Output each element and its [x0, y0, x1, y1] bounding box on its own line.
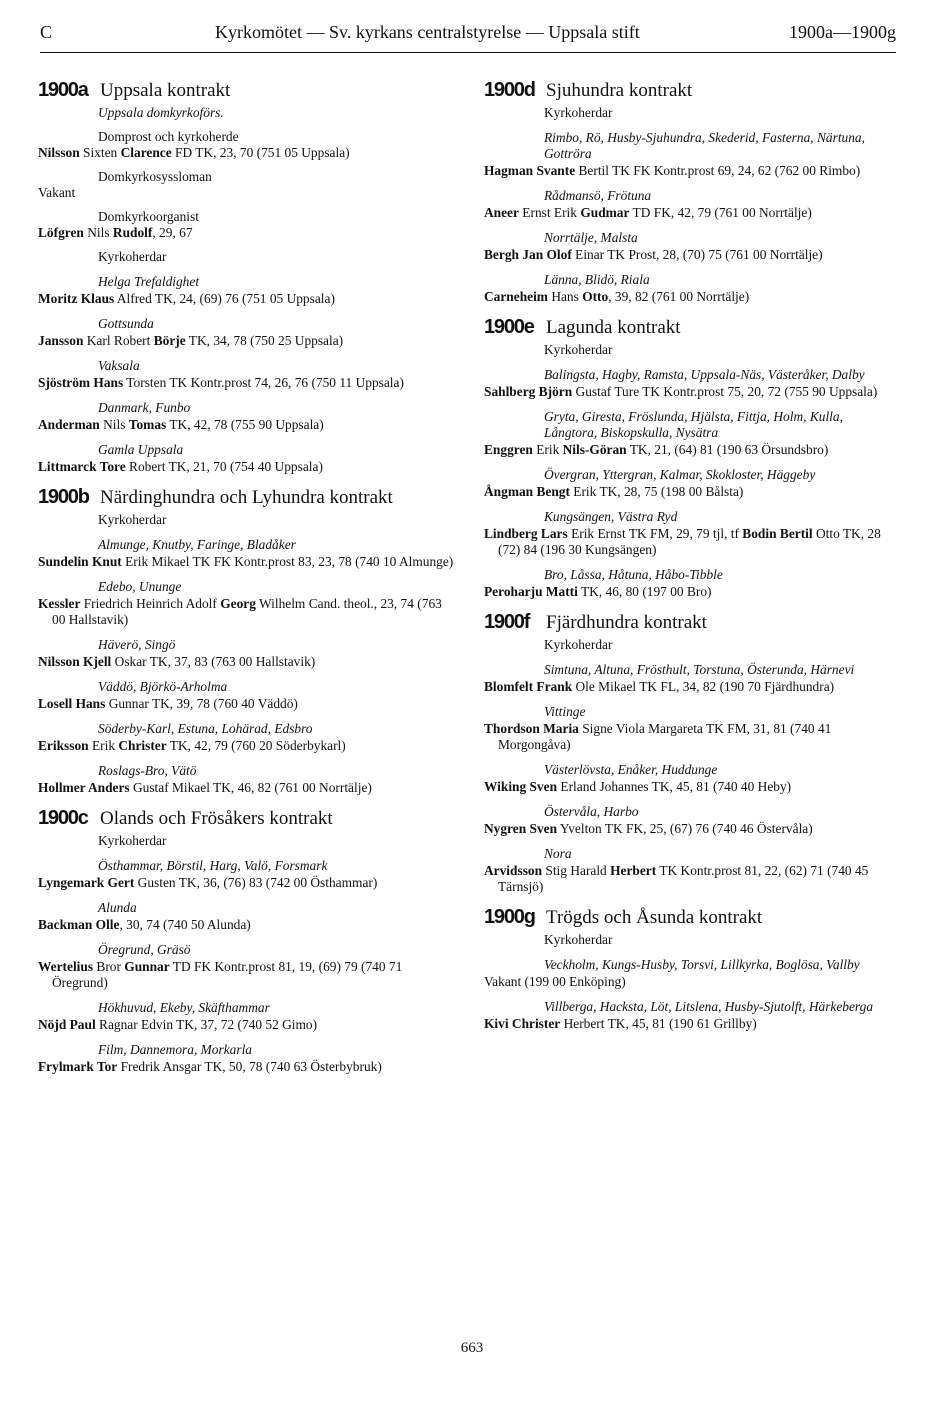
- surname: Nilsson Kjell: [38, 654, 112, 669]
- person-entry: [38, 780, 456, 796]
- person-entry: [38, 738, 456, 754]
- surname: Littmarck Tore: [38, 459, 126, 474]
- person-entry: [484, 442, 898, 458]
- entry-group: [38, 400, 456, 433]
- section-title: Sjuhundra kontrakt: [546, 80, 693, 101]
- entry-group: [38, 579, 456, 628]
- section-title: Närdinghundra och Lyhundra kontrakt: [100, 487, 393, 508]
- left-column: [38, 78, 456, 1085]
- entry-text: Nils: [83, 225, 113, 240]
- person-entry: [484, 821, 898, 837]
- entry-group: [38, 537, 456, 570]
- section-heading: [38, 485, 456, 510]
- surname: Ångman Bengt: [484, 484, 570, 499]
- person-entry: [38, 185, 456, 201]
- entry-rest: TK Kontr.prost 81, 22, (62) 71 (740 45 Tärnsjö): [498, 863, 869, 894]
- parish-list: Helga Trefaldighet: [98, 274, 200, 289]
- section-code: 1900c: [38, 807, 88, 829]
- parish-list: Östhammar, Börstil, Harg, Valö, Forsmark: [98, 858, 328, 873]
- entry-group: [484, 342, 898, 358]
- surname: Aneer: [484, 205, 519, 220]
- surname: Hagman Svante: [484, 163, 576, 178]
- entry-group: [484, 957, 898, 990]
- person-entry: [38, 917, 456, 933]
- person-entry: [38, 654, 456, 670]
- entry-text: Torsten TK Kontr.prost 74, 26, 76 (750 11 Uppsala): [123, 375, 404, 390]
- section-code: 1900a: [38, 79, 88, 101]
- entry-text: Erik Mikael TK FK Kontr.prost 83, 23, 78 (740 10 Almunge): [121, 554, 454, 569]
- surname: Wertelius: [38, 959, 94, 974]
- entry-group: [38, 637, 456, 670]
- entry-text: Bertil TK FK Kontr.prost 69, 24, 62 (762 00 Rimbo): [575, 163, 861, 178]
- person-entry: [484, 289, 898, 305]
- entry-group: [484, 932, 898, 948]
- surname: Lyngemark Gert: [38, 875, 135, 890]
- callname: Nils-Göran: [562, 442, 627, 457]
- surname: Losell Hans: [38, 696, 106, 711]
- surname: Moritz Klaus: [38, 291, 115, 306]
- surname: Kessler: [38, 596, 81, 611]
- person-entry: [484, 163, 898, 179]
- entry-text: Herbert TK, 45, 81 (190 61 Grillby): [560, 1016, 757, 1031]
- entry-rest: , 29, 67: [152, 225, 193, 240]
- parish-list: Film, Dannemora, Morkarla: [98, 1042, 252, 1057]
- header-letter: C: [40, 22, 53, 42]
- parish-list: Bro, Låssa, Håtuna, Håbo-Tibble: [544, 567, 723, 582]
- entry-group: [484, 105, 898, 121]
- parish-list: Kungsängen, Västra Ryd: [544, 509, 678, 524]
- callname: Christer: [118, 738, 167, 753]
- person-entry: [38, 1017, 456, 1033]
- entry-text: Ole Mikael TK FL, 34, 82 (190 70 Fjärdhundra): [572, 679, 835, 694]
- surname: Peroharju Matti: [484, 584, 578, 599]
- entry-text: Gusten TK, 36, (76) 83 (742 00 Östhammar): [134, 875, 378, 890]
- person-entry: [484, 484, 898, 500]
- person-entry: [484, 526, 898, 558]
- person-entry: [38, 333, 456, 349]
- entry-text: Oskar TK, 37, 83 (763 00 Hallstavik): [111, 654, 316, 669]
- person-entry: [484, 679, 898, 695]
- person-entry: [484, 779, 898, 795]
- header-title: Kyrkomötet — Sv. kyrkans centralstyrelse — Uppsala stift: [215, 22, 640, 42]
- section-title: Uppsala kontrakt: [100, 80, 231, 101]
- parish-list: Vaksala: [98, 358, 140, 373]
- entry-group: [38, 512, 456, 528]
- entry-text: Erik: [532, 442, 563, 457]
- surname: Eriksson: [38, 738, 89, 753]
- entry-rest: TK, 21, (64) 81 (190 63 Örsundsbro): [626, 442, 829, 457]
- parish-list: Gryta, Giresta, Fröslunda, Hjälsta, Fittja, Holm, Kulla, Långtora, Biskopskulla, Nysätra: [544, 409, 843, 440]
- person-entry: [38, 696, 456, 712]
- person-entry: [484, 584, 898, 600]
- entry-group: [484, 367, 898, 400]
- header-range: 1900a—1900g: [789, 22, 896, 42]
- entry-group: [484, 230, 898, 263]
- entry-group: [38, 442, 456, 475]
- section-heading: [38, 806, 456, 831]
- callname: Rudolf: [112, 225, 153, 240]
- person-entry: [38, 145, 456, 161]
- header-rule: [40, 52, 896, 53]
- role-label: Kyrkoherdar: [98, 249, 167, 264]
- parish-list: Roslags-Bro, Vätö: [98, 763, 197, 778]
- entry-group: [38, 105, 456, 121]
- entry-text: Gustaf Ture TK Kontr.prost 75, 20, 72 (755 90 Uppsala): [572, 384, 878, 399]
- contract-section: [484, 905, 898, 1032]
- parish-list: Norrtälje, Malsta: [544, 230, 638, 245]
- section-title: Trögds och Åsunda kontrakt: [546, 907, 763, 928]
- parish-list: Balingsta, Hagby, Ramsta, Uppsala-Näs, Västeråker, Dalby: [544, 367, 865, 382]
- entry-text: Bror: [93, 959, 125, 974]
- entry-group: [484, 804, 898, 837]
- parish-list: Övergran, Yttergran, Kalmar, Skokloster, Häggeby: [544, 467, 816, 482]
- entry-group: [484, 637, 898, 653]
- entry-group: [38, 763, 456, 796]
- section-heading: [484, 315, 898, 340]
- entry-group: [484, 467, 898, 500]
- entry-text: Vakant (199 00 Enköping): [484, 974, 626, 989]
- entry-rest: TK, 34, 78 (750 25 Uppsala): [185, 333, 344, 348]
- entry-text: Friedrich Heinrich Adolf: [80, 596, 221, 611]
- entry-text: Ragnar Edvin TK, 37, 72 (740 52 Gimo): [95, 1017, 318, 1032]
- surname: Bergh Jan Olof: [484, 247, 572, 262]
- entry-text: Fredrik Ansgar TK, 50, 78 (740 63 Österbybruk): [117, 1059, 382, 1074]
- entry-group: [484, 409, 898, 458]
- entry-group: [38, 358, 456, 391]
- entry-group: [38, 129, 456, 161]
- surname: Frylmark Tor: [38, 1059, 118, 1074]
- entry-text: Sixten: [79, 145, 121, 160]
- parish-list: Villberga, Hacksta, Löt, Litslena, Husby-Sjutolft, Härkeberga: [544, 999, 874, 1014]
- contract-section: [484, 78, 898, 305]
- surname: Hollmer Anders: [38, 780, 130, 795]
- entry-group: [484, 567, 898, 600]
- parish-list: Öregrund, Gräsö: [98, 942, 191, 957]
- section-code: 1900b: [38, 486, 89, 508]
- entry-text: Nils: [99, 417, 129, 432]
- surname: Sundelin Knut: [38, 554, 122, 569]
- section-code: 1900e: [484, 316, 534, 338]
- entry-group: [38, 900, 456, 933]
- role-label: Kyrkoherdar: [544, 105, 613, 120]
- section-code: 1900f: [484, 611, 530, 633]
- entry-group: [484, 130, 898, 179]
- person-entry: [484, 1016, 898, 1032]
- callname: Bodin Bertil: [742, 526, 813, 541]
- callname: Gunnar: [124, 959, 170, 974]
- section-code: 1900g: [484, 906, 535, 928]
- section-heading: [38, 78, 456, 103]
- right-column: [484, 78, 898, 1042]
- person-entry: [38, 417, 456, 433]
- entry-text: Vakant: [38, 185, 76, 200]
- contract-section: [38, 78, 456, 475]
- parish-list: Gamla Uppsala: [98, 442, 184, 457]
- parish-list: Vittinge: [544, 704, 586, 719]
- person-entry: [38, 959, 456, 991]
- callname: Herbert: [610, 863, 657, 878]
- entry-text: Stig Harald: [542, 863, 611, 878]
- parish-list: Västerlövsta, Enåker, Huddunge: [544, 762, 718, 777]
- parish-list: Häverö, Singö: [98, 637, 176, 652]
- person-entry: [484, 384, 898, 400]
- entry-text: Alfred TK, 24, (69) 76 (751 05 Uppsala): [114, 291, 335, 306]
- person-entry: [484, 247, 898, 263]
- entry-group: [484, 662, 898, 695]
- entry-rest: FD TK, 23, 70 (751 05 Uppsala): [171, 145, 350, 160]
- role-label: Domprost och kyrkoherde: [98, 129, 239, 144]
- parish-list: Länna, Blidö, Riala: [544, 272, 650, 287]
- entry-group: [38, 249, 456, 265]
- entry-rest: TK, 42, 78 (755 90 Uppsala): [166, 417, 324, 432]
- section-title: Olands och Frösåkers kontrakt: [100, 808, 333, 829]
- parish-list: Väddö, Björkö-Arholma: [98, 679, 228, 694]
- entry-group: [484, 272, 898, 305]
- person-entry: [38, 291, 456, 307]
- page-number: 663: [460, 1340, 484, 1356]
- entry-group: [38, 1000, 456, 1033]
- surname: Thordson Maria: [484, 721, 579, 736]
- callname: Clarence: [120, 145, 172, 160]
- surname: Nöjd Paul: [38, 1017, 96, 1032]
- entry-text: Gustaf Mikael TK, 46, 82 (761 00 Norrtälje): [129, 780, 372, 795]
- entry-text: Robert TK, 21, 70 (754 40 Uppsala): [125, 459, 323, 474]
- entry-group: [484, 999, 898, 1032]
- contract-section: [38, 485, 456, 796]
- surname: Kivi Christer: [484, 1016, 561, 1031]
- parish-list: Edebo, Ununge: [98, 579, 182, 594]
- person-entry: [38, 225, 456, 241]
- entry-text: Einar TK Prost, 28, (70) 75 (761 00 Norrtälje): [571, 247, 823, 262]
- entry-text: TK, 46, 80 (197 00 Bro): [577, 584, 712, 599]
- surname: Lindberg Lars: [484, 526, 568, 541]
- parish-list: Uppsala domkyrkoförs.: [98, 105, 224, 120]
- parish-list: Simtuna, Altuna, Frösthult, Torstuna, Österunda, Härnevi: [544, 662, 855, 677]
- entry-text: Erland Johannes TK, 45, 81 (740 40 Heby): [557, 779, 792, 794]
- section-title: Fjärdhundra kontrakt: [546, 612, 707, 633]
- person-entry: [484, 863, 898, 895]
- entry-group: [38, 316, 456, 349]
- surname: Anderman: [38, 417, 100, 432]
- surname: Jansson: [38, 333, 84, 348]
- surname: Sjöström Hans: [38, 375, 124, 390]
- entry-group: [38, 679, 456, 712]
- section-title: Lagunda kontrakt: [546, 317, 681, 338]
- entry-rest: Wilhelm Cand. theol., 23, 74 (763 00 Hallstavik): [52, 596, 442, 627]
- entry-text: Erik: [88, 738, 119, 753]
- surname: Blomfelt Frank: [484, 679, 573, 694]
- entry-group: [38, 169, 456, 201]
- role-label: Kyrkoherdar: [544, 637, 613, 652]
- entry-text: Ernst Erik: [518, 205, 581, 220]
- entry-text: Signe Viola Margareta TK FM, 31, 81 (740 41 Morgongåva): [498, 721, 832, 752]
- entry-text: Karl Robert: [83, 333, 154, 348]
- parish-list: Östervåla, Harbo: [544, 804, 639, 819]
- surname: Nilsson: [38, 145, 80, 160]
- entry-group: [484, 509, 898, 558]
- surname: Carneheim: [484, 289, 548, 304]
- person-entry: [38, 596, 456, 628]
- surname: Sahlberg Björn: [484, 384, 573, 399]
- entry-group: [38, 833, 456, 849]
- parish-list: Veckholm, Kungs-Husby, Torsvi, Lillkyrka, Boglösa, Vallby: [544, 957, 860, 972]
- callname: Börje: [153, 333, 186, 348]
- person-entry: [38, 554, 456, 570]
- entry-rest: TK, 42, 79 (760 20 Söderbykarl): [166, 738, 346, 753]
- entry-text: Erik TK, 28, 75 (198 00 Bålsta): [569, 484, 744, 499]
- person-entry: [38, 1059, 456, 1075]
- entry-group: [38, 721, 456, 754]
- parish-list: Rådmansö, Frötuna: [544, 188, 652, 203]
- entry-group: [38, 1042, 456, 1075]
- entry-rest: TD FK Kontr.prost 81, 19, (69) 79 (740 71 Öregrund): [52, 959, 403, 990]
- parish-list: Danmark, Funbo: [98, 400, 191, 415]
- section-code: 1900d: [484, 79, 535, 101]
- role-label: Domkyrkosyssloman: [98, 169, 212, 184]
- entry-group: [38, 274, 456, 307]
- section-heading: [484, 905, 898, 930]
- page-header: [40, 18, 896, 48]
- entry-text: Gunnar TK, 39, 78 (760 40 Väddö): [105, 696, 298, 711]
- entry-rest: TD FK, 42, 79 (761 00 Norrtälje): [629, 205, 812, 220]
- section-heading: [484, 78, 898, 103]
- parish-list: Alunda: [98, 900, 137, 915]
- contract-section: [484, 610, 898, 895]
- person-entry: [38, 375, 456, 391]
- parish-list: Hökhuvud, Ekeby, Skäfthammar: [98, 1000, 270, 1015]
- callname: Gudmar: [580, 205, 630, 220]
- section-heading: [484, 610, 898, 635]
- person-entry: [38, 875, 456, 891]
- entry-text: Erik Ernst TK FM, 29, 79 tjl, tf: [567, 526, 743, 541]
- parish-list: Söderby-Karl, Estuna, Lohärad, Edsbro: [98, 721, 313, 736]
- role-label: Kyrkoherdar: [544, 932, 613, 947]
- entry-text: Hans: [547, 289, 583, 304]
- role-label: Kyrkoherdar: [98, 833, 167, 848]
- role-label: Domkyrkoorganist: [98, 209, 199, 224]
- contract-section: [484, 315, 898, 600]
- surname: Backman Olle: [38, 917, 120, 932]
- callname: Georg: [220, 596, 256, 611]
- surname: Löfgren: [38, 225, 84, 240]
- entry-group: [38, 209, 456, 241]
- entry-text: Yvelton TK FK, 25, (67) 76 (740 46 Östervåla): [557, 821, 813, 836]
- entry-rest: Otto TK, 28 (72) 84 (196 30 Kungsängen): [498, 526, 881, 557]
- person-entry: [38, 459, 456, 475]
- person-entry: [484, 974, 898, 990]
- entry-group: [484, 188, 898, 221]
- surname: Enggren: [484, 442, 533, 457]
- entry-group: [484, 762, 898, 795]
- surname: Wiking Sven: [484, 779, 558, 794]
- parish-list: Rimbo, Rö, Husby-Sjuhundra, Skederid, Fasterna, Närtuna, Gottröra: [544, 130, 865, 161]
- callname: Otto: [582, 289, 609, 304]
- contract-section: [38, 806, 456, 1075]
- role-label: Kyrkoherdar: [98, 512, 167, 527]
- surname: Nygren Sven: [484, 821, 558, 836]
- parish-list: Gottsunda: [98, 316, 154, 331]
- entry-group: [38, 858, 456, 891]
- entry-group: [484, 846, 898, 895]
- person-entry: [484, 721, 898, 753]
- surname: Arvidsson: [484, 863, 543, 878]
- entry-text: , 30, 74 (740 50 Alunda): [119, 917, 251, 932]
- parish-list: Almunge, Knutby, Faringe, Bladåker: [98, 537, 296, 552]
- role-label: Kyrkoherdar: [544, 342, 613, 357]
- entry-group: [38, 942, 456, 991]
- person-entry: [484, 205, 898, 221]
- callname: Tomas: [128, 417, 167, 432]
- entry-rest: , 39, 82 (761 00 Norrtälje): [608, 289, 750, 304]
- parish-list: Nora: [544, 846, 572, 861]
- entry-group: [484, 704, 898, 753]
